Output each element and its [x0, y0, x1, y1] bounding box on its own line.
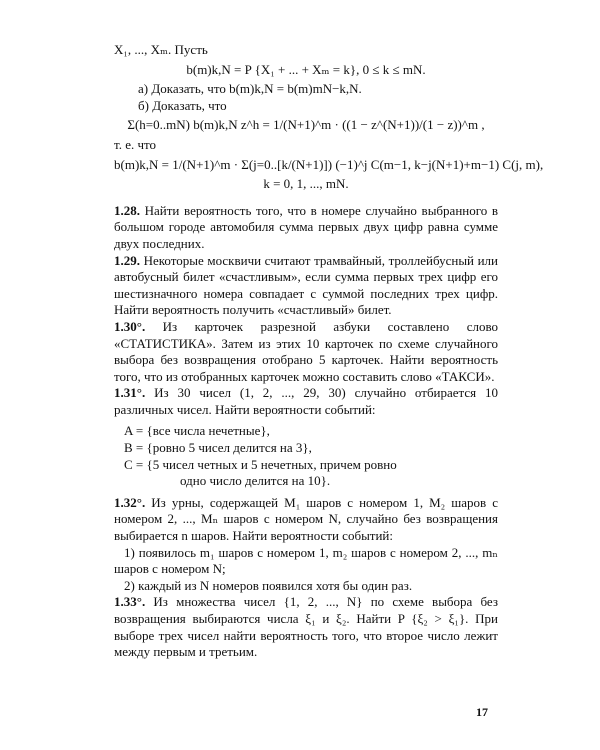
problem-text: Некоторые москвичи считают трамвайный, троллейбусный или автобусный билет «счастливым», если сумма первых трех цифр его шестизначного номера совпадает с суммой последних трех цифр. Найти вероятность получить «счастливый» билет. [114, 252, 498, 318]
problem-132 [114, 495, 498, 545]
event-b: B = {ровно 5 чисел делится на 3}, [124, 440, 312, 456]
problem-number: 1.28. [114, 202, 140, 218]
problem-number: 1.29. [114, 252, 140, 268]
event-a: A = {все числа нечетные}, [124, 423, 270, 439]
event-c-cont: одно число делится на 10}. [180, 473, 331, 489]
problem-text: Из множества чисел {1, 2, ..., N} по схеме выбора без возвращения выбираются числа ξ₁ и ξ₂. Найти P {ξ₂ > ξ₁}. При выборе трех чисел найти вероятность того, что второе число лежит между первым и третьим. [114, 594, 498, 660]
problem-128 [114, 203, 498, 253]
problem-text: Из 30 чисел (1, 2, ..., 29, 30) случайно отбирается 10 различных чисел. Найти вероятности событий: [114, 385, 499, 417]
item-a: а) Доказать, что b(m)k,N = b(m)mN−k,N. [138, 81, 362, 97]
problem-number: 1.32°. [114, 494, 146, 510]
problem-130 [114, 319, 498, 385]
problem-number: 1.31°. [114, 385, 146, 401]
problem-text: Найти вероятность того, что в номере случайно выбранного в большом городе автомобиля сумма первых двух цифр равна сумме двух последних. [114, 202, 498, 251]
problem-132-item1: 1) появилось m₁ шаров с номером 1, m₂ шаров с номером 2, ..., mₙ шаров с номером N; [114, 544, 498, 577]
k-range: k = 0, 1, ..., mN. [263, 176, 349, 192]
problem-132-item2: 2) каждый из N номеров появился хотя бы один раз. [124, 577, 413, 593]
te-chto: т. е. что [114, 136, 157, 152]
formula-c: b(m)k,N = 1/(N+1)^m · Σ(j=0..[k/(N+1)]) (−1)^j C(m−1, k−j(N+1)+m−1) C(j, m), [114, 156, 544, 172]
problem-number: 1.33°. [114, 594, 146, 610]
problem-text: Из урны, содержащей M₁ шаров с номером 1, M₂ шаров с номером 2, ..., Mₙ шаров с номером N, случайно без возвращения выбирается n шаров. Найти вероятности событий: [114, 494, 499, 544]
event-c: C = {5 чисел четных и 5 нечетных, причем ровно [124, 456, 397, 472]
problem-131 [114, 385, 498, 418]
page-text [114, 40, 544, 661]
formula-b: b(m)k,N = P {X₁ + ... + Xₘ = k}, 0 ≤ k ≤ mN. [186, 61, 426, 77]
item-b: б) Доказать, что [138, 97, 227, 113]
problem-129 [114, 253, 498, 319]
sum-formula: Σ(h=0..mN) b(m)k,N z^h = 1/(N+1)^m · ((1 − z^(N+1))/(1 − z))^m , [127, 117, 485, 133]
problem-133 [114, 594, 498, 660]
intro-line: X₁, ..., Xₘ. Пусть [114, 42, 208, 57]
problem-number: 1.30°. [114, 318, 146, 334]
problem-text: Из карточек разрезной азбуки составлено слово «СТАТИСТИКА». Затем из этих 10 карточек по схеме случайного выбора без возвращения отобрано 5 карточек. Найти вероятность того, что из отобранных карточек можно составить слово «ТАКСИ». [114, 318, 498, 384]
page-number: 17 [476, 705, 488, 719]
